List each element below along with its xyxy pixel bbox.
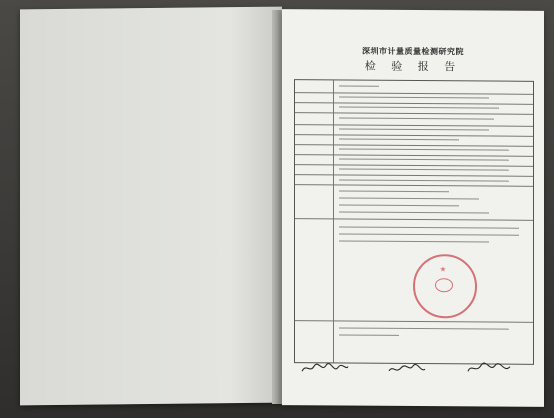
cell-text-placeholder: [339, 117, 494, 119]
cell-text-placeholder: [339, 85, 379, 86]
table-row: [295, 124, 533, 127]
cell-text-placeholder: [339, 334, 399, 335]
cell-text-placeholder: [339, 148, 509, 150]
table-row: [295, 164, 533, 167]
cell-text-placeholder: [339, 197, 479, 199]
cell-text-placeholder: [339, 327, 509, 329]
report-page: [282, 9, 544, 407]
cell-text-placeholder: [339, 128, 489, 130]
table-row: [295, 174, 533, 177]
cell-text-placeholder: [339, 179, 509, 181]
inspection-form-table: [294, 79, 534, 365]
official-seal-center: [435, 278, 453, 292]
cell-text-placeholder: [339, 233, 519, 235]
table-row: [295, 184, 533, 187]
table-row: [295, 134, 533, 137]
signature-reviewer: [387, 362, 427, 376]
institute-name: 深圳市计量质量检测研究院: [362, 45, 464, 57]
cell-text-placeholder: [339, 96, 489, 98]
cell-text-placeholder: [339, 226, 519, 228]
table-row: [295, 218, 533, 221]
table-row: [295, 112, 533, 115]
table-row: [295, 102, 533, 105]
table-row: [295, 92, 533, 95]
cell-text-placeholder: [339, 168, 509, 170]
table-row: [295, 154, 533, 157]
table-row: [295, 144, 533, 147]
table-row: [295, 320, 533, 323]
cell-text-placeholder: [339, 204, 459, 206]
cell-text-placeholder: [339, 190, 449, 192]
cell-text-placeholder: [339, 138, 459, 140]
cell-text-placeholder: [339, 158, 509, 160]
report-title: 检 验 报 告: [364, 59, 462, 74]
left-page-back: [20, 7, 282, 406]
signature-approver: [300, 361, 350, 375]
cell-text-placeholder: [339, 106, 499, 108]
cell-text-placeholder: [339, 211, 489, 213]
cell-text-placeholder: [339, 240, 489, 242]
signature-inspector: [466, 360, 512, 376]
